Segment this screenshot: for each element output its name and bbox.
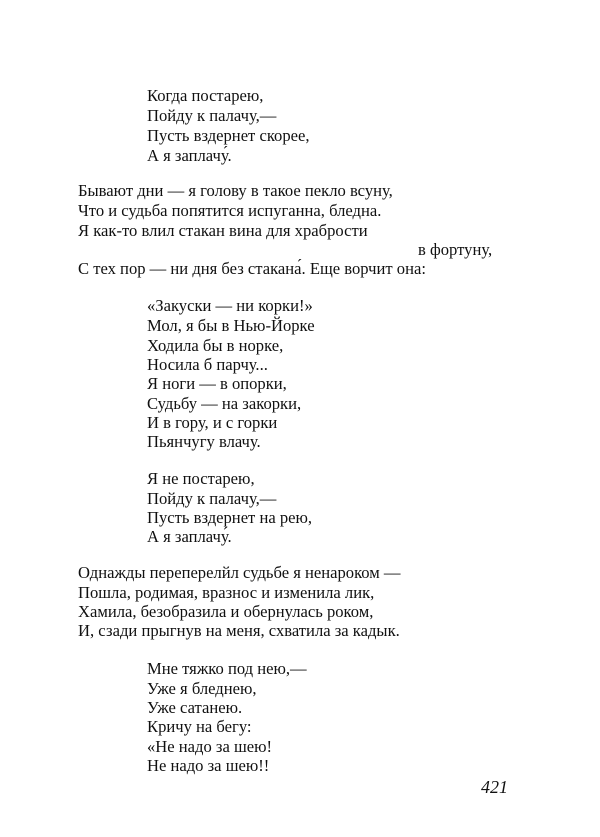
poem-line: Уже я бледнею, bbox=[147, 679, 257, 698]
poem-line: Я как-то влил стакан вина для храбрости bbox=[78, 221, 368, 240]
poem-line: Я ноги — в опорки, bbox=[147, 374, 287, 393]
poem-line: Я не постарею, bbox=[147, 469, 255, 488]
poem-line: А я заплачу́. bbox=[147, 527, 232, 546]
poem-line: Пошла, родимая, вразнос и изменила лик, bbox=[78, 583, 375, 602]
poem-line: Не надо за шею!! bbox=[147, 756, 270, 775]
poem-line: Однажды переперелйл судьбе я ненароком — bbox=[78, 563, 401, 582]
poem-line: Пойду к палачу,— bbox=[147, 106, 277, 125]
poem-line: Пойду к палачу,— bbox=[147, 489, 277, 508]
poem-line: Когда постарею, bbox=[147, 86, 264, 105]
poem-line: С тех пор — ни дня без стакана́. Еще ворчит она: bbox=[78, 259, 426, 278]
poem-line: Хамила, безобразила и обернулась роком, bbox=[78, 602, 374, 621]
page-number: 421 bbox=[481, 777, 508, 797]
poem-line: Бывают дни — я голову в такое пекло всуну, bbox=[78, 181, 393, 200]
poem-line: Пусть вздернет скорее, bbox=[147, 126, 310, 145]
poem-line: Кричу на бегу: bbox=[147, 717, 252, 736]
poem-line: Судьбу — на закорки, bbox=[147, 394, 302, 413]
poem-line: «Не надо за шею! bbox=[147, 737, 273, 756]
poem-line-continuation: в фортуну, bbox=[418, 240, 493, 259]
poem-line: Что и судьба попятится испуганна, бледна. bbox=[78, 201, 382, 220]
poem-line: Пусть вздернет на рею, bbox=[147, 508, 313, 527]
poem-line: А я заплачу́. bbox=[147, 146, 232, 165]
poem-line: Мне тяжко под нею,— bbox=[147, 659, 307, 678]
poem-line: Носила б парчу... bbox=[147, 355, 268, 374]
poem-line: Уже сатанею. bbox=[147, 698, 243, 717]
poem-line: «Закуски — ни корки!» bbox=[147, 296, 313, 315]
poem-line: Ходила бы в норке, bbox=[147, 336, 284, 355]
poem-line: И, сзади прыгнув на меня, схватила за кадык. bbox=[78, 621, 400, 640]
poem-line: И в гору, и с горки bbox=[147, 413, 278, 432]
poem-line: Мол, я бы в Нью-Йорке bbox=[147, 316, 315, 335]
poem-line: Пьянчугу влачу. bbox=[147, 432, 261, 451]
